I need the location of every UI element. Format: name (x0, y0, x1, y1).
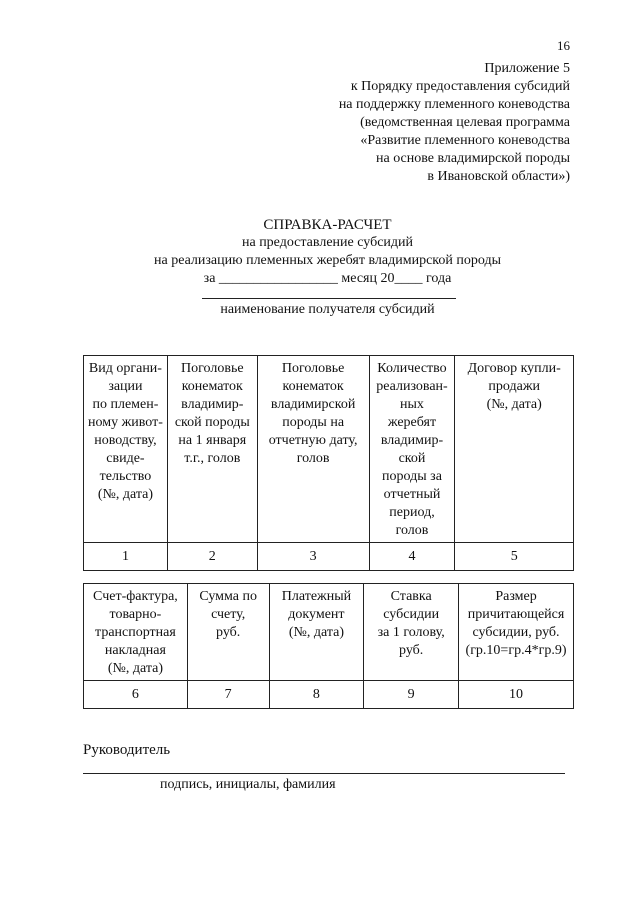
appendix-header (240, 60, 570, 186)
appendix-line: (ведомственная целевая программа (360, 115, 570, 130)
table-header-cell: Платежный документ (№, дата) (269, 584, 364, 681)
appendix-line: в Ивановской области») (427, 169, 570, 184)
recipient-name-line (202, 298, 456, 299)
signature-label: подпись, инициалы, фамилия (160, 777, 336, 792)
signature-title: Руководитель (83, 742, 171, 758)
column-number: 5 (455, 543, 574, 571)
table-number-row (84, 543, 574, 571)
column-number: 3 (257, 543, 369, 571)
document-subtitle-line: на предоставление субсидий (241, 235, 414, 250)
appendix-line: на основе владимирской породы (375, 151, 570, 166)
column-number: 8 (269, 681, 364, 709)
signature-line (83, 773, 565, 774)
column-number: 7 (187, 681, 269, 709)
column-number: 1 (84, 543, 168, 571)
recipient-label: наименование получателя субсидий (220, 302, 435, 317)
appendix-line: Приложение 5 (484, 61, 570, 76)
column-number: 2 (167, 543, 257, 571)
calculation-table-1 (83, 355, 574, 571)
table-header-cell: Сумма по счету, руб. (187, 584, 269, 681)
table-header-row (84, 356, 574, 543)
table-number-row (84, 681, 574, 709)
page-number: 16 (557, 38, 570, 53)
document-period-line: за _________________ месяц 20____ года (203, 271, 452, 286)
document-title-block (0, 216, 640, 288)
table-header-cell: Вид органи- зации по племен- ному живот- новодству, свиде- тельство (№, дата) (84, 356, 168, 543)
appendix-line: к Порядку предоставления субсидий (350, 79, 570, 94)
table-header-cell: Счет-фактура, товарно- транспортная накладная (№, дата) (84, 584, 188, 681)
table-header-row (84, 584, 574, 681)
appendix-line: «Развитие племенного коневодства (360, 133, 570, 148)
appendix-line: на поддержку племенного коневодства (338, 97, 570, 112)
calculation-table-2 (83, 583, 574, 709)
table-header-cell: Количество реализован- ных жеребят владимир- ской породы за отчетный период, голов (369, 356, 455, 543)
column-number: 10 (459, 681, 574, 709)
column-number: 6 (84, 681, 188, 709)
column-number: 4 (369, 543, 455, 571)
table-header-cell: Договор купли- продажи (№, дата) (455, 356, 574, 543)
column-number: 9 (364, 681, 459, 709)
document-subtitle-line: на реализацию племенных жеребят владимирской породы (153, 253, 501, 268)
table-header-cell: Размер причитающейся субсидии, руб. (гр.10=гр.4*гр.9) (459, 584, 574, 681)
table-header-cell: Ставка субсидии за 1 голову, руб. (364, 584, 459, 681)
table-header-cell: Поголовье конематок владимир- ской породы на 1 января т.г., голов (167, 356, 257, 543)
document-title: СПРАВКА-РАСЧЕТ (263, 217, 392, 233)
table-header-cell: Поголовье конематок владимирской породы на отчетную дату, голов (257, 356, 369, 543)
